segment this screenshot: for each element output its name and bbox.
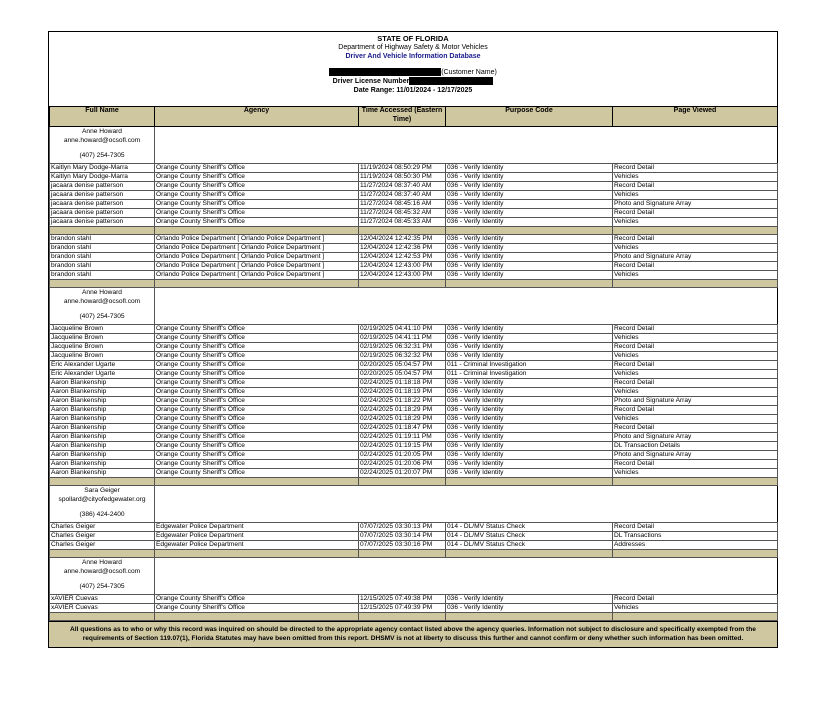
cell-time-accessed: 12/15/2025 07:49:39 PM (359, 604, 446, 613)
cell-full-name: brandon stahl (50, 271, 155, 280)
customer-name-line (49, 68, 777, 77)
table-row (50, 370, 778, 379)
table-row (50, 218, 778, 227)
cell-purpose-code: 036 - Verify Identity (446, 460, 613, 469)
table-row (50, 235, 778, 244)
cell-agency: Orlando Police Department [ Orlando Police Department ] (155, 271, 359, 280)
cell-page-viewed: Vehicles (613, 370, 778, 379)
cell-agency: Orange County Sheriff's Office (155, 191, 359, 200)
cell-full-name: jacaara denise patterson (50, 209, 155, 218)
cell-time-accessed: 07/07/2025 03:30:14 PM (359, 532, 446, 541)
cell-purpose-code: 036 - Verify Identity (446, 262, 613, 271)
cell-purpose-code: 011 - Criminal Investigation (446, 361, 613, 370)
cell-full-name: xAVIER Cuevas (50, 595, 155, 604)
cell-full-name: Aaron Blankenship (50, 460, 155, 469)
cell-full-name: Jacqueline Brown (50, 343, 155, 352)
cell-purpose-code: 036 - Verify Identity (446, 397, 613, 406)
cell-purpose-code: 036 - Verify Identity (446, 604, 613, 613)
cell-purpose-code: 036 - Verify Identity (446, 218, 613, 227)
agency-contact (50, 486, 155, 523)
cell-time-accessed: 02/20/2025 05:04:57 PM (359, 361, 446, 370)
cell-full-name: brandon stahl (50, 253, 155, 262)
table-row (50, 388, 778, 397)
cell-page-viewed: Vehicles (613, 244, 778, 253)
cell-page-viewed: Record Detail (613, 406, 778, 415)
cell-full-name: Charles Geiger (50, 523, 155, 532)
cell-time-accessed: 07/07/2025 03:30:13 PM (359, 523, 446, 532)
table-row (50, 541, 778, 550)
cell-purpose-code: 036 - Verify Identity (446, 182, 613, 191)
cell-page-viewed: Vehicles (613, 352, 778, 361)
cell-purpose-code: 036 - Verify Identity (446, 451, 613, 460)
access-log-table (49, 106, 778, 621)
cell-page-viewed: Photo and Signature Array (613, 200, 778, 209)
cell-purpose-code: 036 - Verify Identity (446, 325, 613, 334)
cell-time-accessed: 11/19/2024 08:50:30 PM (359, 173, 446, 182)
cell-page-viewed: Photo and Signature Array (613, 253, 778, 262)
cell-page-viewed: Vehicles (613, 415, 778, 424)
group-separator (50, 280, 778, 288)
agency-contact (50, 127, 155, 164)
cell-purpose-code: 036 - Verify Identity (446, 235, 613, 244)
cell-page-viewed: Vehicles (613, 469, 778, 478)
cell-full-name: Jacqueline Brown (50, 352, 155, 361)
cell-agency: Orange County Sheriff's Office (155, 218, 359, 227)
table-row (50, 352, 778, 361)
cell-page-viewed: Vehicles (613, 173, 778, 182)
cell-full-name: Charles Geiger (50, 541, 155, 550)
cell-page-viewed: Photo and Signature Array (613, 433, 778, 442)
cell-purpose-code: 036 - Verify Identity (446, 424, 613, 433)
cell-purpose-code: 036 - Verify Identity (446, 352, 613, 361)
cell-time-accessed: 02/19/2025 06:32:32 PM (359, 352, 446, 361)
cell-page-viewed: Vehicles (613, 334, 778, 343)
cell-purpose-code: 036 - Verify Identity (446, 271, 613, 280)
group-separator (50, 227, 778, 235)
table-row (50, 379, 778, 388)
group-separator (50, 478, 778, 486)
cell-time-accessed: 02/24/2025 01:18:18 PM (359, 379, 446, 388)
cell-agency: Orange County Sheriff's Office (155, 469, 359, 478)
agency-contact (50, 288, 155, 325)
col-header-time-accessed: Time Accessed (Eastern Time) (359, 107, 446, 127)
contact-email: spollard@cityofedgewater.org (58, 496, 146, 503)
contact-name: Anne Howard (82, 559, 122, 566)
cell-page-viewed: Record Detail (613, 262, 778, 271)
cell-full-name: Jacqueline Brown (50, 325, 155, 334)
contact-name: Sara Geiger (84, 487, 120, 494)
contact-phone: (407) 254-7305 (79, 152, 125, 159)
contact-phone: (386) 424-2400 (79, 511, 125, 518)
cell-full-name: Aaron Blankenship (50, 406, 155, 415)
table-row (50, 397, 778, 406)
cell-agency: Orange County Sheriff's Office (155, 442, 359, 451)
cell-agency: Orange County Sheriff's Office (155, 209, 359, 218)
cell-full-name: Aaron Blankenship (50, 379, 155, 388)
cell-page-viewed: Record Detail (613, 424, 778, 433)
cell-time-accessed: 02/24/2025 01:18:47 PM (359, 424, 446, 433)
cell-full-name: Aaron Blankenship (50, 469, 155, 478)
cell-agency: Orange County Sheriff's Office (155, 406, 359, 415)
cell-purpose-code: 036 - Verify Identity (446, 433, 613, 442)
col-header-purpose-code: Purpose Code (446, 107, 613, 127)
cell-page-viewed: Record Detail (613, 182, 778, 191)
table-row (50, 262, 778, 271)
cell-purpose-code: 036 - Verify Identity (446, 191, 613, 200)
cell-time-accessed: 02/24/2025 01:18:22 PM (359, 397, 446, 406)
contact-phone: (407) 254-7305 (79, 583, 125, 590)
table-row (50, 523, 778, 532)
cell-page-viewed: Vehicles (613, 218, 778, 227)
col-header-full-name: Full Name (50, 107, 155, 127)
cell-full-name: jacaara denise patterson (50, 191, 155, 200)
cell-page-viewed: Vehicles (613, 191, 778, 200)
table-row (50, 173, 778, 182)
cell-time-accessed: 11/19/2024 08:50:29 PM (359, 164, 446, 173)
cell-agency: Orlando Police Department [ Orlando Police Department ] (155, 244, 359, 253)
cell-full-name: Aaron Blankenship (50, 442, 155, 451)
table-row (50, 451, 778, 460)
cell-page-viewed: Vehicles (613, 604, 778, 613)
cell-page-viewed: Record Detail (613, 343, 778, 352)
cell-time-accessed: 12/04/2024 12:43:00 PM (359, 271, 446, 280)
redacted-customer-name (329, 68, 441, 76)
department-name: Department of Highway Safety & Motor Vehicles (338, 44, 488, 51)
table-row (50, 182, 778, 191)
table-row (50, 343, 778, 352)
cell-full-name: Eric Alexander Ugarte (50, 361, 155, 370)
cell-time-accessed: 11/27/2024 08:45:33 AM (359, 218, 446, 227)
table-row (50, 253, 778, 262)
table-row (50, 532, 778, 541)
table-row (50, 209, 778, 218)
cell-time-accessed: 02/20/2025 05:04:57 PM (359, 370, 446, 379)
cell-agency: Orlando Police Department [ Orlando Police Department ] (155, 253, 359, 262)
cell-full-name: Eric Alexander Ugarte (50, 370, 155, 379)
cell-purpose-code: 036 - Verify Identity (446, 415, 613, 424)
cell-purpose-code: 036 - Verify Identity (446, 164, 613, 173)
cell-purpose-code: 036 - Verify Identity (446, 200, 613, 209)
cell-time-accessed: 02/24/2025 01:19:15 PM (359, 442, 446, 451)
cell-agency: Orange County Sheriff's Office (155, 604, 359, 613)
cell-agency: Orange County Sheriff's Office (155, 361, 359, 370)
cell-time-accessed: 02/19/2025 06:32:31 PM (359, 343, 446, 352)
report-header (49, 32, 777, 106)
cell-purpose-code: 036 - Verify Identity (446, 173, 613, 182)
table-row (50, 325, 778, 334)
cell-purpose-code: 014 - DL/MV Status Check (446, 532, 613, 541)
disclaimer-footer: All questions as to who or why this record was inquired on should be directed to the appropriate agency contact listed above the agency queries. Information not subject to disclosure and specifically exempted from the requirements of Section 119.07(1), Florida Statutes may have been omitted from this report. DHSMV is not at liberty to discuss this further and cannot confirm or deny whether such information has been omitted. (49, 621, 777, 647)
cell-page-viewed: Vehicles (613, 271, 778, 280)
agency-contact-row (50, 288, 778, 325)
cell-purpose-code: 036 - Verify Identity (446, 253, 613, 262)
dl-number-label: Driver License Number (332, 78, 410, 85)
cell-agency: Orange County Sheriff's Office (155, 388, 359, 397)
cell-purpose-code: 011 - Criminal Investigation (446, 370, 613, 379)
cell-agency: Orange County Sheriff's Office (155, 451, 359, 460)
cell-page-viewed: DL Transaction Details (613, 442, 778, 451)
cell-time-accessed: 02/19/2025 04:41:11 PM (359, 334, 446, 343)
table-row (50, 200, 778, 209)
cell-agency: Orange County Sheriff's Office (155, 433, 359, 442)
state-title: STATE OF FLORIDA (377, 34, 449, 43)
cell-full-name: jacaara denise patterson (50, 182, 155, 191)
table-row (50, 442, 778, 451)
cell-page-viewed: Record Detail (613, 209, 778, 218)
cell-purpose-code: 036 - Verify Identity (446, 388, 613, 397)
cell-agency: Orange County Sheriff's Office (155, 334, 359, 343)
contact-email: anne.howard@ocsofl.com (63, 568, 141, 575)
cell-full-name: Aaron Blankenship (50, 415, 155, 424)
agency-contact-row (50, 127, 778, 164)
cell-agency: Orange County Sheriff's Office (155, 595, 359, 604)
cell-agency: Edgewater Police Department (155, 541, 359, 550)
redacted-dl-number (409, 77, 493, 85)
contact-email: anne.howard@ocsofl.com (63, 298, 141, 305)
cell-agency: Orlando Police Department [ Orlando Police Department ] (155, 235, 359, 244)
table-row (50, 244, 778, 253)
database-name: Driver And Vehicle Information Database (345, 53, 481, 60)
cell-purpose-code: 036 - Verify Identity (446, 595, 613, 604)
cell-full-name: Jacqueline Brown (50, 334, 155, 343)
contact-name: Anne Howard (82, 289, 122, 296)
cell-agency: Orlando Police Department [ Orlando Police Department ] (155, 262, 359, 271)
cell-time-accessed: 11/27/2024 08:37:40 AM (359, 191, 446, 200)
cell-agency: Orange County Sheriff's Office (155, 460, 359, 469)
cell-full-name: brandon stahl (50, 244, 155, 253)
cell-page-viewed: Record Detail (613, 235, 778, 244)
table-row (50, 406, 778, 415)
table-row (50, 424, 778, 433)
cell-purpose-code: 036 - Verify Identity (446, 334, 613, 343)
group-separator (50, 550, 778, 558)
cell-agency: Edgewater Police Department (155, 532, 359, 541)
contact-name: Anne Howard (82, 128, 122, 135)
cell-agency: Orange County Sheriff's Office (155, 182, 359, 191)
report-container (48, 31, 778, 648)
table-row (50, 469, 778, 478)
cell-agency: Orange County Sheriff's Office (155, 352, 359, 361)
table-row (50, 415, 778, 424)
cell-full-name: brandon stahl (50, 262, 155, 271)
cell-full-name: Aaron Blankenship (50, 451, 155, 460)
cell-page-viewed: Vehicles (613, 388, 778, 397)
cell-purpose-code: 036 - Verify Identity (446, 343, 613, 352)
cell-full-name: Charles Geiger (50, 532, 155, 541)
cell-time-accessed: 02/24/2025 01:18:29 PM (359, 406, 446, 415)
customer-name-label: (Customer Name) (441, 69, 497, 76)
dl-number-line (49, 77, 777, 86)
agency-contact-row (50, 558, 778, 595)
cell-time-accessed: 11/27/2024 08:37:40 AM (359, 182, 446, 191)
cell-page-viewed: Record Detail (613, 361, 778, 370)
cell-time-accessed: 02/24/2025 01:18:19 PM (359, 388, 446, 397)
cell-time-accessed: 02/24/2025 01:20:07 PM (359, 469, 446, 478)
cell-time-accessed: 02/24/2025 01:20:06 PM (359, 460, 446, 469)
table-row (50, 164, 778, 173)
cell-time-accessed: 11/27/2024 08:45:16 AM (359, 200, 446, 209)
cell-purpose-code: 036 - Verify Identity (446, 442, 613, 451)
table-row (50, 334, 778, 343)
agency-contact-row (50, 486, 778, 523)
cell-agency: Orange County Sheriff's Office (155, 200, 359, 209)
cell-time-accessed: 02/24/2025 01:19:11 PM (359, 433, 446, 442)
cell-full-name: Aaron Blankenship (50, 433, 155, 442)
cell-agency: Orange County Sheriff's Office (155, 397, 359, 406)
cell-time-accessed: 02/19/2025 04:41:10 PM (359, 325, 446, 334)
col-header-agency: Agency (155, 107, 359, 127)
table-row (50, 604, 778, 613)
cell-time-accessed: 12/15/2025 07:49:38 PM (359, 595, 446, 604)
cell-agency: Orange County Sheriff's Office (155, 370, 359, 379)
agency-contact (50, 558, 155, 595)
table-row (50, 361, 778, 370)
cell-page-viewed: DL Transactions (613, 532, 778, 541)
cell-agency: Orange County Sheriff's Office (155, 379, 359, 388)
cell-full-name: Kaitlyn Mary Dodge-Marra (50, 164, 155, 173)
cell-time-accessed: 11/27/2024 08:45:32 AM (359, 209, 446, 218)
cell-page-viewed: Record Detail (613, 164, 778, 173)
col-header-page-viewed: Page Viewed (613, 107, 778, 127)
cell-agency: Orange County Sheriff's Office (155, 415, 359, 424)
date-range: Date Range: 11/01/2024 - 12/17/2025 (353, 87, 473, 94)
cell-page-viewed: Record Detail (613, 595, 778, 604)
cell-page-viewed: Record Detail (613, 460, 778, 469)
cell-page-viewed: Record Detail (613, 325, 778, 334)
cell-agency: Orange County Sheriff's Office (155, 343, 359, 352)
contact-email: anne.howard@ocsofl.com (63, 137, 141, 144)
cell-full-name: Aaron Blankenship (50, 424, 155, 433)
table-row (50, 460, 778, 469)
table-row (50, 191, 778, 200)
cell-purpose-code: 014 - DL/MV Status Check (446, 523, 613, 532)
cell-full-name: brandon stahl (50, 235, 155, 244)
table-row (50, 433, 778, 442)
cell-page-viewed: Record Detail (613, 523, 778, 532)
cell-time-accessed: 12/04/2024 12:42:36 PM (359, 244, 446, 253)
cell-agency: Orange County Sheriff's Office (155, 173, 359, 182)
cell-agency: Orange County Sheriff's Office (155, 424, 359, 433)
cell-agency: Orange County Sheriff's Office (155, 164, 359, 173)
cell-page-viewed: Record Detail (613, 379, 778, 388)
cell-agency: Edgewater Police Department (155, 523, 359, 532)
cell-time-accessed: 07/07/2025 03:30:16 PM (359, 541, 446, 550)
cell-time-accessed: 12/04/2024 12:42:53 PM (359, 253, 446, 262)
cell-purpose-code: 036 - Verify Identity (446, 244, 613, 253)
table-row (50, 271, 778, 280)
cell-page-viewed: Addresses (613, 541, 778, 550)
cell-agency: Orange County Sheriff's Office (155, 325, 359, 334)
log-body (50, 127, 778, 621)
cell-page-viewed: Photo and Signature Array (613, 451, 778, 460)
cell-page-viewed: Photo and Signature Array (613, 397, 778, 406)
contact-phone: (407) 254-7305 (79, 313, 125, 320)
cell-full-name: xAVIER Cuevas (50, 604, 155, 613)
cell-time-accessed: 02/24/2025 01:20:05 PM (359, 451, 446, 460)
cell-time-accessed: 12/04/2024 12:42:35 PM (359, 235, 446, 244)
cell-purpose-code: 036 - Verify Identity (446, 406, 613, 415)
cell-time-accessed: 12/04/2024 12:43:00 PM (359, 262, 446, 271)
cell-purpose-code: 036 - Verify Identity (446, 209, 613, 218)
cell-full-name: jacaara denise patterson (50, 218, 155, 227)
cell-full-name: Kaitlyn Mary Dodge-Marra (50, 173, 155, 182)
cell-time-accessed: 02/24/2025 01:18:29 PM (359, 415, 446, 424)
cell-purpose-code: 014 - DL/MV Status Check (446, 541, 613, 550)
group-separator (50, 613, 778, 621)
table-row (50, 595, 778, 604)
cell-full-name: Aaron Blankenship (50, 388, 155, 397)
cell-purpose-code: 036 - Verify Identity (446, 469, 613, 478)
cell-full-name: jacaara denise patterson (50, 200, 155, 209)
cell-full-name: Aaron Blankenship (50, 397, 155, 406)
cell-purpose-code: 036 - Verify Identity (446, 379, 613, 388)
